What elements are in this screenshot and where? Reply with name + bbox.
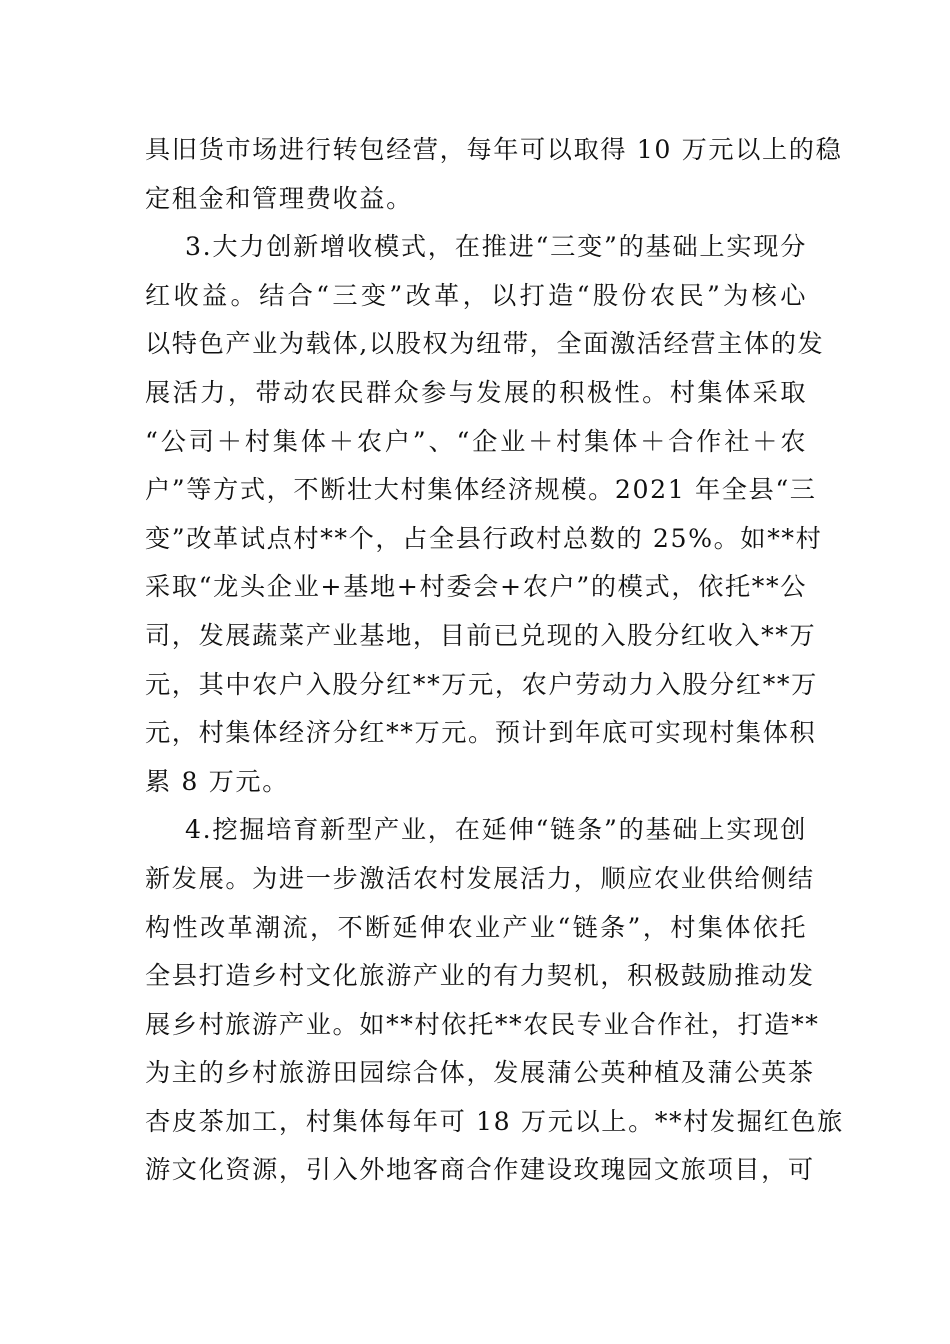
paragraph-rental-income: [145, 126, 843, 223]
text-line: 展乡村旅游产业。如**村依托**农民专业合作社，打造**: [145, 1009, 820, 1039]
text-line: 户”等方式，不断壮大村集体经济规模。2021 年全县“三: [145, 475, 817, 505]
text-line: 采取“龙头企业+基地+村委会+农户”的模式，依托**公: [145, 572, 807, 602]
text-line: 具旧货市场进行转包经营，每年可以取得 10 万元以上的稳: [145, 135, 843, 164]
text-line: 司，发展蔬菜产业基地，目前已兑现的入股分红收入**万: [145, 620, 817, 650]
text-line: 累 8 万元。: [145, 766, 289, 796]
text-line: 以特色产业为载体,以股权为纽带，全面激活经营主体的发: [145, 329, 825, 359]
text-line: 定租金和管理费收益。: [145, 183, 413, 213]
text-line: 全县打造乡村文化旅游产业的有力契机，积极鼓励推动发: [145, 961, 815, 991]
text-line: 为主的乡村旅游田园综合体，发展蒲公英种植及蒲公英茶: [145, 1058, 815, 1088]
text-line: 变”改革试点村**个，占全县行政村总数的 25%。如**村: [145, 523, 823, 553]
text-line: 构性改革潮流，不断延伸农业产业“链条”，村集体依托: [145, 912, 807, 942]
text-line: 元，其中农户入股分红**万元，农户劳动力入股分红**万: [145, 669, 818, 699]
text-line: “公司＋村集体＋农户”、“企业＋村集体＋合作社＋农: [145, 426, 807, 456]
text-line: 展活力，带动农民群众参与发展的积极性。村集体采取: [145, 377, 807, 407]
paragraph-dividend-model: [145, 223, 825, 806]
text-line: 3.大力创新增收模式，在推进“三变”的基础上实现分: [185, 232, 807, 262]
text-line: 杏皮茶加工，村集体每年可 18 万元以上。**村发掘红色旅: [145, 1106, 844, 1136]
text-line: 元，村集体经济分红**万元。预计到年底可实现村集体积: [145, 718, 817, 748]
paragraph-new-industry: [145, 806, 844, 1195]
text-line: 4.挖掘培育新型产业，在延伸“链条”的基础上实现创: [185, 815, 807, 845]
body-text: [145, 126, 844, 1195]
text-line: 红收益。结合“三变”改革，以打造“股份农民”为核心: [145, 280, 807, 310]
text-line: 新发展。为进一步激活农村发展活力，顺应农业供给侧结: [145, 863, 815, 893]
text-line: 游文化资源，引入外地客商合作建设玫瑰园文旅项目，可: [145, 1155, 815, 1185]
